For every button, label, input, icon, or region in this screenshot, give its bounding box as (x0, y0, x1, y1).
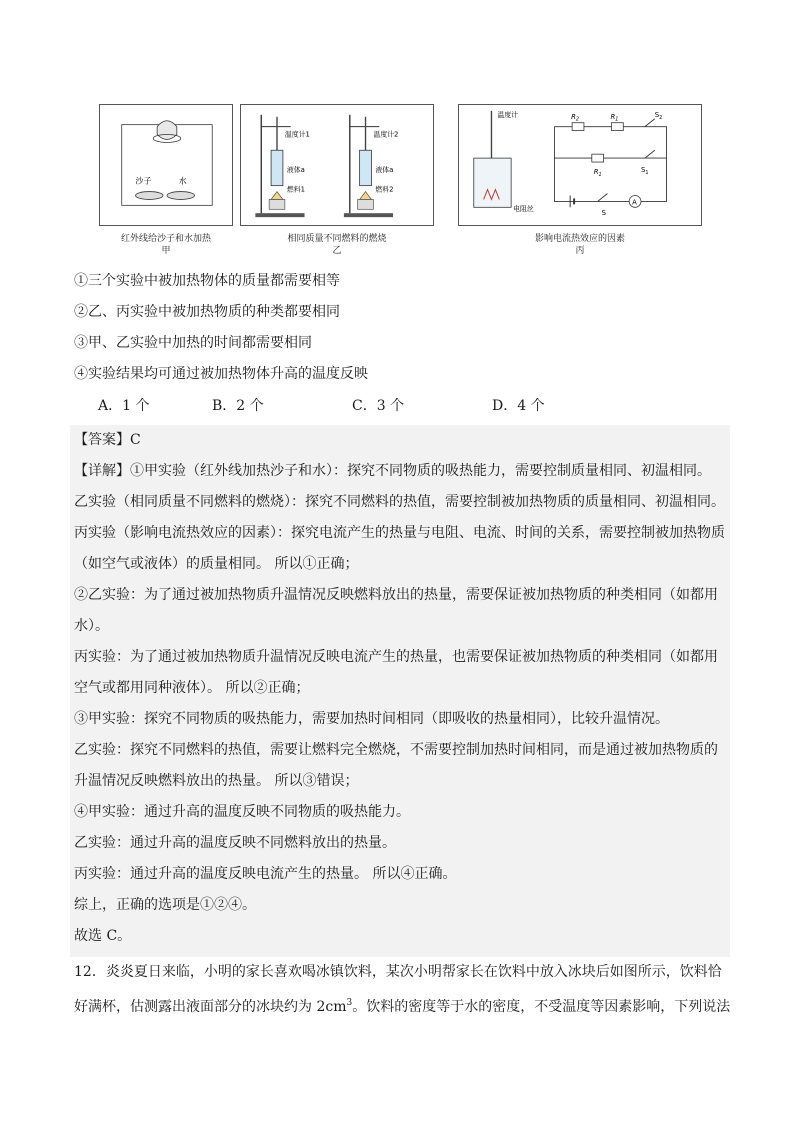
liquid2-label: 液体a (375, 165, 394, 174)
figure-bing-caption: 影响电流热效应的因素 丙 (534, 234, 625, 256)
stand-base-2 (344, 213, 393, 217)
figure-jia (99, 104, 233, 226)
detail-line-1: 【详解】①甲实验（红外线加热沙子和水）：探究不同物质的吸热能力，需要控制质量相同、初温相同。 (74, 463, 711, 479)
detail-line-10: 乙实验：探究不同燃料的热值，需要让燃料完全燃烧，不需要控制加热时间相同，而是通过被加热物质的 (74, 742, 718, 758)
burner-2 (358, 199, 374, 209)
s-label: S (601, 209, 607, 218)
figure-jia-caption: 红外线给沙子和水加热 甲 (120, 234, 211, 256)
ammeter-label: A (632, 198, 637, 207)
option-a: A．1 个 (98, 398, 150, 414)
sand-label: 沙子 (135, 176, 152, 186)
detail-line-14: 丙实验：通过升高的温度反映电流产生的热量。 所以④正确。 (74, 866, 457, 882)
statement-2: ②乙、丙实验中被加热物质的种类都要相同 (74, 304, 340, 320)
water-label: 水 (178, 176, 187, 186)
resistor-r1b-icon (592, 154, 604, 162)
circuit-wire (554, 127, 666, 202)
statement-3: ③甲、乙实验中加热的时间都需要相同 (74, 335, 312, 351)
question-12-line-2: 好满杯，估测露出液面部分的冰块约为 $2cm^3$。饮料的密度等于水的密度，不受温度等因素影响，下列说法 (74, 998, 731, 1015)
yi-diagram (241, 105, 433, 225)
detail-line-4: （如空气或液体）的质量相同。 所以①正确； (74, 556, 359, 572)
option-b: B．2 个 (212, 398, 264, 414)
infrared-lamp-icon (157, 121, 177, 140)
detail-line-8: 空气或都用同种液体）。 所以②正确； (74, 680, 310, 696)
fuel1-label: 燃料1 (286, 185, 305, 194)
water-dish-icon (167, 192, 195, 200)
liquid1-label: 液体a (286, 165, 305, 174)
s2-label: $S_2$ (654, 110, 663, 121)
detail-line-16: 故选 C。 (74, 928, 132, 944)
burner-1 (269, 199, 285, 209)
r1b-label: $R_1$ (593, 167, 602, 178)
bing-wire-label: 电阻丝 (513, 205, 534, 214)
switch-s2-icon (645, 119, 655, 127)
switch-s1-icon (645, 150, 655, 158)
bing-container (474, 158, 511, 207)
switch-s-icon (598, 194, 608, 202)
stand-base-1 (255, 213, 304, 217)
bing-thermo-label: 温度计 (497, 110, 519, 119)
answer-options (98, 396, 618, 416)
statement-1: ①三个实验中被加热物体的质量都需要相等 (74, 273, 340, 289)
detail-line-2: 乙实验（相同质量不同燃料的燃烧）：探究不同燃料的热值，需要控制被加热物质的质量相同、初温相同。 (74, 494, 725, 510)
r2-label: $R_2$ (571, 112, 580, 123)
detail-line-11: 升温情况反映燃料放出的热量。 所以③错误； (74, 773, 359, 789)
r1a-label: $R_1$ (610, 112, 619, 123)
answer-line: 【答案】C (74, 432, 141, 448)
test-tube-1 (271, 150, 283, 185)
s1-label: $S_1$ (640, 165, 649, 176)
flame-2-icon (360, 192, 372, 200)
sand-dish-icon (136, 192, 164, 200)
option-d: D．4 个 (492, 398, 545, 414)
detail-line-7: 丙实验：为了通过被加热物质升温情况反映电流产生的热量，也需要保证被加热物质的种类相同（如都用 (74, 649, 718, 665)
figure-bing (458, 104, 702, 226)
test-tube-2 (360, 150, 372, 185)
detail-line-3: 丙实验（影响电流热效应的因素）：探究电流产生的热量与电阻、电流、时间的关系，需要控制被加热物质 (74, 525, 725, 541)
detail-line-9: ③甲实验：探究不同物质的吸热能力，需要加热时间相同（即吸收的热量相同），比较升温情况。 (74, 711, 669, 727)
resistor-r2-icon (572, 123, 584, 131)
detail-line-6: 水）。 (74, 618, 109, 634)
fuel2-label: 燃料2 (375, 185, 394, 194)
thermo2-label: 温度计2 (373, 130, 399, 139)
detail-line-5: ②乙实验：为了通过被加热物质升温情况反映燃料放出的热量，需要保证被加热物质的种类相同（如都用 (74, 587, 718, 603)
jia-diagram (100, 105, 232, 225)
bing-diagram (459, 105, 701, 225)
detail-line-12: ④甲实验：通过升高的温度反映不同物质的吸热能力。 (74, 804, 410, 820)
detail-line-13: 乙实验：通过升高的温度反映不同燃料放出的热量。 (74, 835, 396, 851)
option-c: C．3 个 (352, 398, 405, 414)
detail-line-15: 综上，正确的选项是①②④。 (74, 897, 256, 913)
flame-1-icon (271, 192, 283, 200)
figure-yi-caption: 相同质量不同燃料的燃烧 乙 (287, 234, 387, 256)
figure-yi (240, 104, 434, 226)
question-12-line-1: 12．炎炎夏日来临，小明的家长喜欢喝冰镇饮料，某次小明帮家长在饮料中放入冰块后如图所示，饮料恰 (74, 964, 722, 980)
resistor-r1a-icon (611, 123, 623, 131)
statement-4: ④实验结果均可通过被加热物体升高的温度反映 (74, 366, 368, 382)
thermo1-label: 温度计1 (284, 130, 310, 139)
